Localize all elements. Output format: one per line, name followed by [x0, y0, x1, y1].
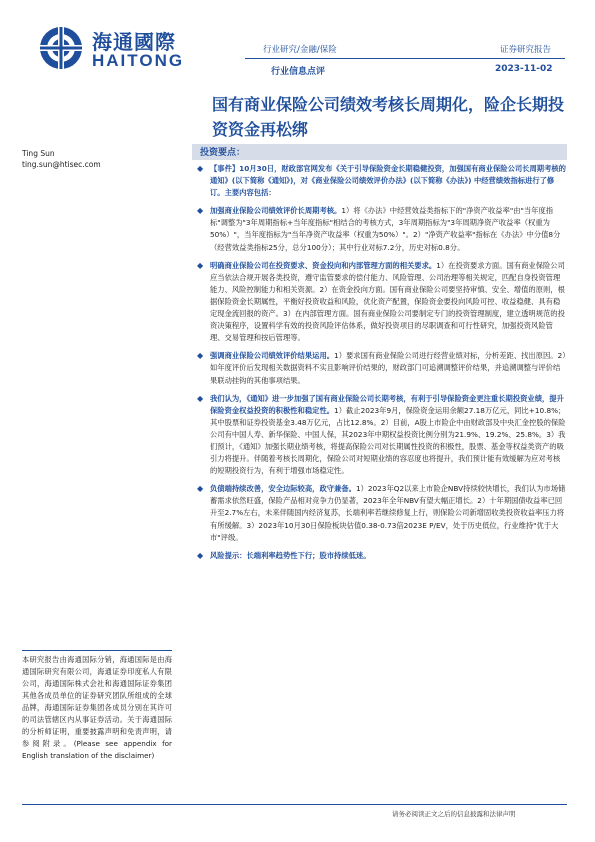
author-name: Ting Sun [22, 149, 55, 158]
point-liability-side [193, 483, 567, 543]
bullet-icon: ◆ [197, 260, 204, 270]
bullet-icon: ◆ [197, 164, 204, 173]
header-report-type: 证券研究报告 [500, 45, 552, 55]
brand-name-cn: 海通國際 [92, 30, 176, 54]
disclaimer-text: 本研究报告由海通国际分销，海通国际是由海通国际研究有限公司，海通证券印度私人有限公司，海通国际株式会社和海通国际证券集团其他各成员单位的证券研究团队所组成的全球品牌，海通国际证券集团各成员分别在其许可的司法管辖区内从事证券活动。关于海通国际的分析师证明，重要披露声明和免责声明，请参阅附录。(Please see appendix for English translation of the disclaimer) [22, 655, 172, 760]
header-subtype: 行业信息点评 [271, 67, 326, 77]
point-evaluation-results [193, 350, 567, 386]
bullet-icon: ◆ [197, 484, 204, 494]
point-text: 1）将《办法》中经营效益类指标下的"净资产收益率"由"当年度指标"调整为"3年周期指标+当年度指标"相结合的考核方式，3年周期指标为"3年周期净资产收益率（权重为50%）"，当年度指标为"当年净资产收益率（权重为50%）"。2）"净资产收益率"指标在《办法》中分值8分（经营效益类指标25分，总分100分）；其中行业对标7.2分，历史对标0.8分。 [210, 206, 561, 252]
disclaimer-divider [22, 650, 172, 651]
point-bold: 负债端持续改善，安全边际较高，政守兼备。 [210, 484, 356, 494]
bullet-icon: ◆ [197, 206, 204, 216]
author-email[interactable]: ting.sun@htisec.com [22, 160, 101, 169]
bullet-icon: ◆ [197, 351, 204, 361]
point-our-view [193, 393, 567, 478]
haitong-logo-icon [38, 25, 84, 71]
bullet-icon: ◆ [197, 550, 204, 560]
header-date: 2023-11-02 [495, 64, 553, 74]
header-divider [245, 58, 565, 59]
point-text: 1）截止2023年9月，保险资金运用余额27.18万亿元，同比+10.8%；其中股票和证券投资基金3.48万亿元，占比12.8%。2）目前，A股上市险企中由财政部及中央汇金控股的保险公司有中国人寿、新华保险、中国人保，其2023年中期权益投资比例分别为21.9%、19.2%、25.8%。3）我们预计，《通知》加强长期业绩考核，将提高保险公司对长期属性投资的积极性，股票、基金等权益类资产的吸引力将提升。伴随着考核长周期化，保险公司对短期业绩的容忍度也将提升，我们预计能有效缓解为应对考核的短期投资行为，有利于增强市场稳定性。 [210, 405, 566, 476]
brand-name-en: HAITONG [92, 51, 185, 70]
point-bold: 风险提示：长端利率趋势性下行；股市持续低迷。 [210, 550, 371, 560]
point-bold: 加强商业保险公司绩效评价长周期考核。 [210, 206, 342, 216]
key-points-label: 投资要点： [200, 148, 246, 158]
point-long-term-assessment [193, 205, 567, 253]
author-block [22, 148, 101, 170]
point-text: 1）在投资要求方面。国有商业保险公司应当依法合规开展各类投资，遵守监管要求的偿付能力、风险管理、公司治理等相关规定，匹配自身投资管理能力、风险控制能力和相关资源。2）在资金投向方面。国有商业保险公司要坚持审慎、安全、增值的原则，根据保险资金长期属性，平衡好投资收益和风险，优化资产配置，保险资金要投向风险可控、收益稳健、具有稳定现金流回报的资产。3）在内部管理方面。国有商业保险公司要制定专门的投资管理制度，建立透明规范的投资决策程序，设置科学有效的投资风险评估体系，做好投资项目的尽职调查和可行性研究，加强投资风险管理、交易管理和按后管理等。 [210, 260, 565, 343]
report-title: 国有商业保险公司绩效考核长周期化，险企长期投资资金再松绑 [212, 95, 565, 139]
footer-notice: 请务必阅读正文之后的信息披露和法律声明 [392, 810, 516, 818]
point-event [193, 163, 567, 199]
point-bold: 明确商业保险公司在投资要求、资金投向和内部管理方面的相关要求。 [210, 260, 437, 270]
bullet-icon: ◆ [197, 393, 204, 403]
header-category: 行业研究/金融/保险 [263, 45, 337, 55]
point-bold: 强调商业保险公司绩效评价结果运用。 [210, 351, 335, 361]
point-bold: 我们认为，《通知》进一步加强了国有商业保险公司长期考核，有利于引导保险资金更注重长期投资业绩，提升保险资金权益投资的积极性和稳定性。 [210, 393, 564, 415]
key-points-bar [192, 144, 567, 160]
point-text: 1）2023年Q2以来上市险企NBV持续较快增长，我们认为市场储蓄需求依然旺盛，保险产品相对竞争力仍显著，2023年全年NBV有望大幅正增长。2）十年期国债收益率已回升至2.7%左右，未来伴随国内经济复苏，长端利率若继续修复上行，则保险公司新增固收类投资收益率压力将有所缓解。3）2023年10月30日保险板块估值0.38-0.73倍2023E P/EV，处于历史低位，行业维持"优于大市"评级。 [210, 484, 566, 542]
footer-divider [22, 804, 567, 805]
key-points-list [193, 163, 567, 568]
point-bold: 【事件】10月30日，财政部官网发布《关于引导保险资金长期稳健投资，加强国有商业保险公司长周期考核的通知》(以下简称《通知》)，对《商业保险公司绩效评价办法》(以下简称《办法》) 中经营绩效指标进行了修订。主要内容包括： [210, 164, 566, 198]
point-text: 1）要求国有商业保险公司进行经营业绩对标，分析差距、找出原因。2）如年度评价后发现相关数据资料不实且影响评价结果的，财政部门可追溯调整评价结果，并追溯调整与评价结果联动挂钩的其他事项结果。 [210, 351, 566, 385]
point-investment-requirements [193, 260, 567, 345]
point-risk-warning [193, 550, 567, 562]
